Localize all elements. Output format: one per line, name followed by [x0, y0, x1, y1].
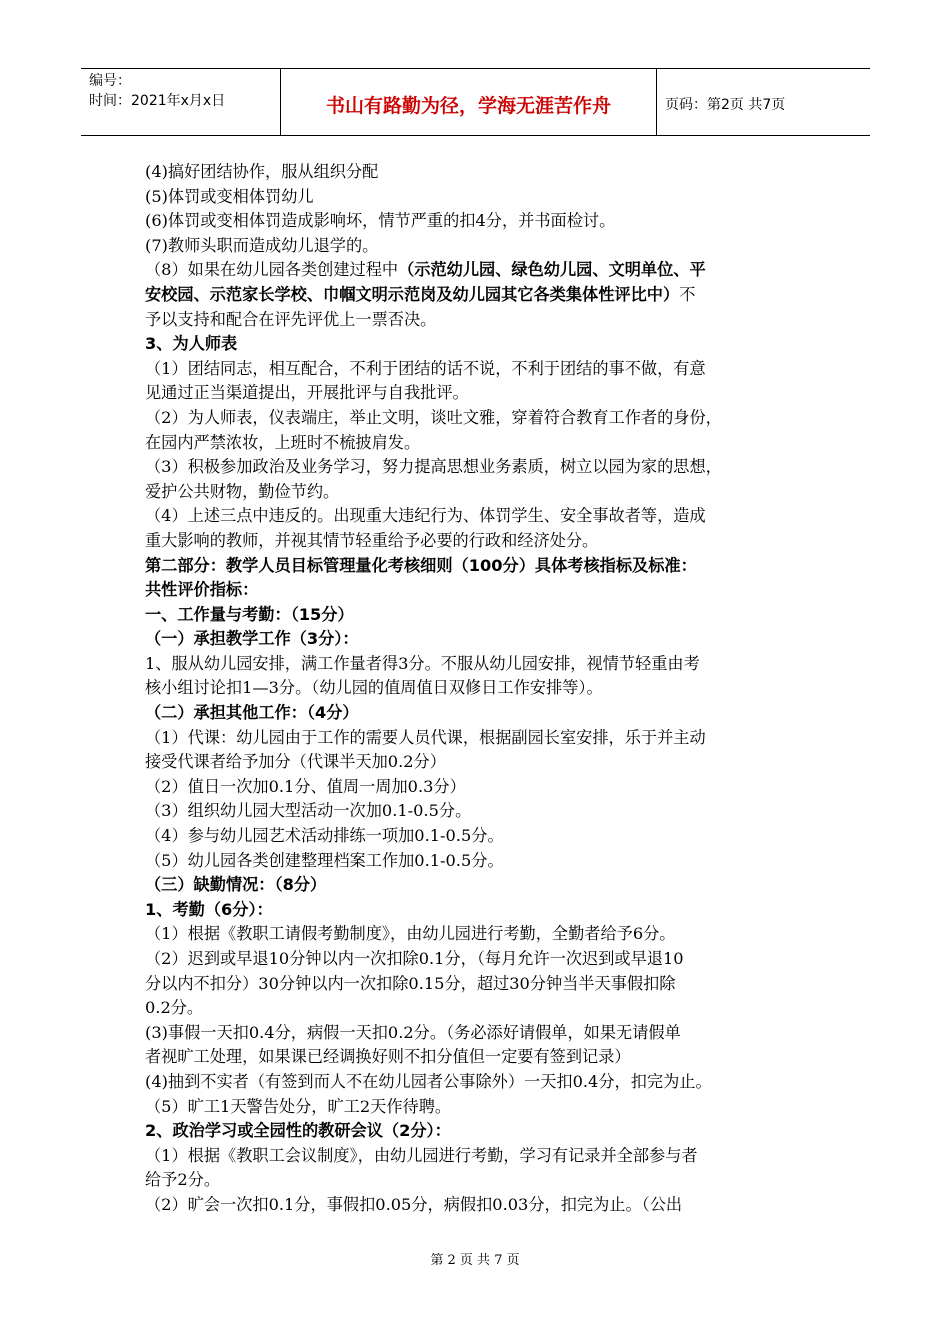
- paragraph-line: [145, 283, 813, 308]
- paragraph-line: 接受代课者给予加分（代课半天加0.2分）: [145, 752, 446, 772]
- paragraph-line: (6)体罚或变相体罚造成影响坏，情节严重的扣4分，并书面检讨。: [145, 211, 616, 231]
- paragraph-line: 分以内不扣分）30分钟以内一次扣除0.15分，超过30分钟当半天事假扣除: [145, 973, 676, 993]
- paragraph-line: 重大影响的教师，并视其情节轻重给予必要的行政和经济处分。: [145, 530, 599, 550]
- paragraph-line: （5）幼儿园各类创建整理档案工作加0.1-0.5分。: [145, 850, 504, 870]
- header-motto: 书山有路勤为径，学海无涯苦作舟: [281, 69, 657, 135]
- paragraph-line: (7)教师头职而造成幼儿退学的。: [145, 235, 379, 255]
- section-heading: 第二部分：教学人员目标管理量化考核细则（100分）具体考核指标及标准：: [145, 555, 697, 575]
- paragraph-line: (4)搞好团结协作，服从组织分配: [145, 162, 379, 181]
- paragraph-line: (3)事假一天扣0.4分，病假一天扣0.2分。（务必添好请假单，如果无请假单: [145, 1022, 681, 1042]
- paragraph-line: (4)抽到不实者（有签到而人不在幼儿园者公事除外）一天扣0.4分，扣完为止。: [145, 1071, 712, 1091]
- paragraph-line: 在园内严禁浓妆，上班时不梳披肩发。: [145, 432, 421, 452]
- section-heading: （三）缺勤情况：（8分）: [145, 875, 327, 895]
- section-heading: 1、考勤（6分）：: [145, 899, 273, 919]
- paragraph-line: 给予2分。: [145, 1170, 221, 1190]
- paragraph-line: 1、服从幼儿园安排，满工作量者得3分。不服从幼儿园安排，视情节轻重由考: [145, 653, 700, 673]
- paragraph-line: （2）值日一次加0.1分、值周一周加0.3分）: [145, 776, 466, 796]
- line-text: 不: [679, 284, 696, 304]
- paragraph-line: （1）根据《教职工会议制度》，由幼儿园进行考勤，学习有记录并全部参与者: [145, 1145, 698, 1165]
- header-meta: [81, 69, 281, 135]
- section-heading: （二）承担其他工作：（4分）: [145, 703, 359, 723]
- bold-text: （示范幼儿园、绿色幼儿园、文明单位、平: [398, 260, 706, 280]
- paragraph-line: （1）团结同志，相互配合，不利于团结的话不说，不利于团结的事不做，有意: [145, 358, 706, 378]
- header-time: 时间：2021年x月x日: [89, 93, 226, 109]
- bold-text: 安校园、示范家长学校、巾帼文明示范岗及幼儿园其它各类集体性评比中）: [145, 284, 680, 304]
- paragraph-line: 爱护公共财物，勤俭节约。: [145, 481, 340, 501]
- section-heading: 共性评价指标：: [145, 580, 259, 600]
- paragraph-line: （3）组织幼儿园大型活动一次加0.1-0.5分。: [145, 801, 472, 821]
- paragraph-line: （2）旷会一次扣0.1分，事假扣0.05分，病假扣0.03分，扣完为止。（公出: [145, 1194, 683, 1214]
- paragraph-line: （5）旷工1天警告处分，旷工2天作待聘。: [145, 1096, 452, 1116]
- paragraph-line: （1）根据《教职工请假考勤制度》，由幼儿园进行考勤，全勤者给予6分。: [145, 924, 676, 944]
- header-number: 编号：: [89, 73, 131, 89]
- paragraph-line: 予以支持和配合在评先评优上一票否决。: [145, 309, 437, 329]
- paragraph-line: （3）积极参加政治及业务学习，努力提高思想业务素质，树立以园为家的思想，: [145, 457, 722, 477]
- document-body: [145, 160, 813, 1218]
- section-heading: （一）承担教学工作（3分）：: [145, 629, 359, 649]
- section-heading: 一、工作量与考勤：（15分）: [145, 604, 354, 624]
- header-page-info: 页码：第2页 共7页: [665, 97, 786, 113]
- line-text: （8）如果在幼儿园各类创建过程中: [145, 260, 399, 280]
- paragraph-line: [145, 258, 813, 283]
- paragraph-line: 见通过正当渠道提出，开展批评与自我批评。: [145, 383, 469, 403]
- paragraph-line: 0.2分。: [145, 998, 204, 1018]
- paragraph-line: （1）代课：幼儿园由于工作的需要人员代课，根据副园长室安排，乐于并主动: [145, 727, 706, 747]
- paragraph-line: （4）上述三点中违反的。出现重大违纪行为、体罚学生、安全事故者等，造成: [145, 506, 706, 526]
- paragraph-line: （4）参与幼儿园艺术活动排练一项加0.1-0.5分。: [145, 826, 504, 846]
- paragraph-line: （2）为人师表，仪表端庄，举止文明，谈吐文雅，穿着符合教育工作者的身份，: [145, 407, 722, 427]
- paragraph-line: （2）迟到或早退10分钟以内一次扣除0.1分，（每月允许一次迟到或早退10: [145, 949, 684, 968]
- section-heading: 2、政治学习或全园性的教研会议（2分）：: [145, 1121, 451, 1141]
- paragraph-line: 者视旷工处理，如果课已经调换好则不扣分值但一定要有签到记录）: [145, 1047, 631, 1067]
- paragraph-line: 核小组讨论扣1—3分。（幼儿园的值周值日双修日工作安排等）。: [145, 678, 603, 698]
- paragraph-line: (5)体罚或变相体罚幼儿: [145, 186, 314, 206]
- section-heading: 3、为人师表: [145, 334, 238, 354]
- page-header: [81, 68, 870, 136]
- page-footer: 第 2 页 共 7 页: [430, 1253, 520, 1268]
